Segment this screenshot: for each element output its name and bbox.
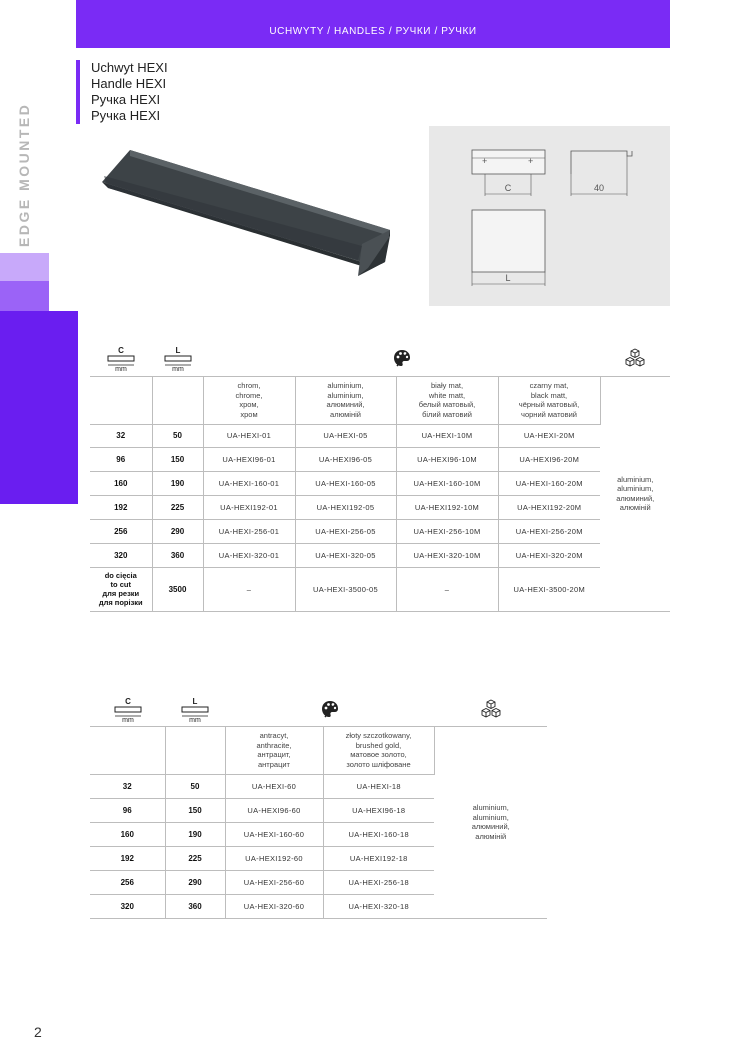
title-line-ru: Ручка HEXI xyxy=(91,92,161,107)
c-dim-header xyxy=(90,343,152,376)
l-dimension-label: L xyxy=(505,273,511,283)
side-tab-light xyxy=(0,253,49,281)
table-row: 256 290 UA-HEXI-256-60 UA-HEXI-256-18 xyxy=(90,870,547,894)
spec-table-1 xyxy=(90,343,670,612)
svg-text:+: + xyxy=(528,156,534,166)
table-row: 192 225 UA-HEXI192-60 UA-HEXI192-18 xyxy=(90,846,547,870)
svg-text:+: + xyxy=(482,156,488,166)
finish-black-matt: czarny mat, black matt, чёрный матовый, чорний матовий xyxy=(498,376,600,424)
finish-anthracite: antracyt, anthracite, антрацит, антрацит xyxy=(225,726,323,774)
handle-product-image xyxy=(100,140,390,290)
side-tab-mid xyxy=(0,281,49,311)
finish-header xyxy=(225,695,434,726)
c-dimension-icon xyxy=(104,345,138,371)
finish-chrome: chrom, chrome, хром, хром xyxy=(203,376,295,424)
material-cell: aluminium, aluminium, алюминий, алюміній xyxy=(434,726,547,918)
table-row: 192 225 UA-HEXI192-01 UA-HEXI192-05 UA-HEXI192-10M UA-HEXI192-20M xyxy=(90,495,670,519)
l-dim-header xyxy=(165,695,225,726)
table-row: 320 360 UA-HEXI-320-01 UA-HEXI-320-05 UA-HEXI-320-10M UA-HEXI-320-20M xyxy=(90,543,670,567)
c-dimension-label: C xyxy=(504,183,512,193)
svg-text:mm: mm xyxy=(121,717,134,723)
svg-text:L: L xyxy=(175,346,180,356)
table-row: 160 190 UA-HEXI-160-01 UA-HEXI-160-05 UA-HEXI-160-10M UA-HEXI-160-20M xyxy=(90,471,670,495)
depth-dimension-label: 40 xyxy=(593,183,605,193)
finish-palette-icon xyxy=(392,348,412,368)
title-line-en: Handle HEXI xyxy=(91,76,167,91)
l-dim-header xyxy=(152,343,203,376)
dimension-drawing xyxy=(429,126,670,306)
finish-header xyxy=(203,343,600,376)
table-row: 160 190 UA-HEXI-160-60 UA-HEXI-160-18 xyxy=(90,822,547,846)
table-row: 32 50 UA-HEXI-01 UA-HEXI-05 UA-HEXI-10M UA-HEXI-20M xyxy=(90,424,670,447)
title-line-pl: Uchwyt HEXI xyxy=(91,60,168,75)
svg-text:L: L xyxy=(192,697,198,707)
table-row: 320 360 UA-HEXI-320-60 UA-HEXI-320-18 xyxy=(90,894,547,918)
material-header xyxy=(434,695,547,726)
table-row: 96 150 UA-HEXI96-60 UA-HEXI96-18 xyxy=(90,798,547,822)
l-dimension-icon xyxy=(178,696,212,722)
svg-text:mm: mm xyxy=(171,366,184,372)
section-title: UCHWYTY / HANDLES / РУЧКИ / РУЧКИ xyxy=(269,26,477,37)
finish-white-matt: biały mat, white matt, белый матовый, білий матовий xyxy=(396,376,498,424)
c-dimension-icon xyxy=(111,696,145,722)
product-title xyxy=(76,60,168,124)
table-row: 32 50 UA-HEXI-60 UA-HEXI-18 xyxy=(90,774,547,798)
page-number: 2 xyxy=(34,1024,42,1040)
finish-palette-icon xyxy=(320,699,340,719)
material-cubes-icon xyxy=(480,699,502,719)
material-header xyxy=(600,343,670,376)
side-tab-dark xyxy=(0,311,78,504)
material-cubes-icon xyxy=(624,348,646,368)
c-dim-header xyxy=(90,695,165,726)
svg-text:C: C xyxy=(124,697,131,707)
section-header-bar xyxy=(76,0,670,48)
edge-mounted-label: EDGE MOUNTED xyxy=(16,102,32,247)
finish-brushed-gold: złoty szczotkowany, brushed gold, матовое золото, золото шліфоване xyxy=(323,726,434,774)
table-row: do cięcia to cut для резки для порізки 3500 – UA-HEXI-3500-05 – UA-HEXI-3500-20M xyxy=(90,567,670,611)
title-line-ua: Ручка HEXI xyxy=(91,108,161,123)
technical-drawing xyxy=(429,126,670,306)
svg-text:C: C xyxy=(118,346,124,356)
material-cell: aluminium, aluminium, алюминий, алюміній xyxy=(600,376,670,611)
l-dimension-icon xyxy=(161,345,195,371)
svg-text:mm: mm xyxy=(189,717,201,723)
spec-table-2 xyxy=(90,695,547,919)
svg-text:mm: mm xyxy=(115,366,127,372)
finish-aluminium: aluminium, aluminium, алюминий, алюміній xyxy=(295,376,396,424)
table-row: 96 150 UA-HEXI96-01 UA-HEXI96-05 UA-HEXI96-10M UA-HEXI96-20M xyxy=(90,447,670,471)
table-row: 256 290 UA-HEXI-256-01 UA-HEXI-256-05 UA-HEXI-256-10M UA-HEXI-256-20M xyxy=(90,519,670,543)
